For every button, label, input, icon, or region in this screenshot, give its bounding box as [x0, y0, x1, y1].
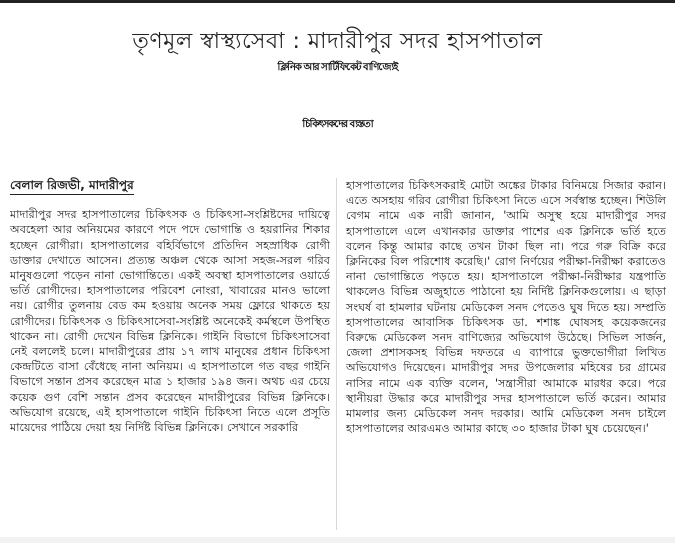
headline-line-2: চিকিৎসকদের ব্যস্ততা	[302, 119, 373, 130]
byline: বেলাল রিজভী, মাদারীপুর	[10, 178, 134, 195]
headline-line-1: ক্লিনিক আর সার্টিফিকেট বাণিজ্যেই	[277, 62, 398, 73]
article-column-right	[346, 178, 666, 436]
page-bottom-edge	[0, 537, 675, 543]
article-column-left	[10, 178, 330, 435]
body-text-right: হাসপাতালের চিকিৎসকরাই মোটা অঙ্কের টাকার বিনিময়ে সিজার করান। এতে অসহায় গরিব রোগীরা চিকিৎসা নিতে এসে সর্বস্বান্ত হচ্ছেন। শিউলি বেগম নামে এক নারী জানান, 'আমি অসুস্থ হয়ে মাদারীপুর সদর হাসপাতালে এলে এখানকার ডাক্তার পাশের এক ক্লিনিকে ভর্তি হতে বলেন কিন্তু আমার কাছে তখন টাকা ছিল না। পরে গরু বিক্রি করে ক্লিনিকের বিল পরিশোধ করেছি।' রোগ নির্ণয়ের পরীক্ষা-নিরীক্ষা করাতেও নানা ভোগান্তিতে পড়তে হয়। হাসপাতালে পরীক্ষা-নিরীক্ষার যন্ত্রপাতি থাকলেও বিভিন্ন অজুহাতে পাঠানো হয় নির্দিষ্ট ক্লিনিকগুলোয়। এ ছাড়া সংঘর্ষ বা হামলার ঘটনায় মেডিকেল সনদ পেতেও ঘুষ দিতে হয়। সম্প্রতি হাসপাতালের আবাসিক চিকিৎসক ডা. শশাঙ্ক ঘোষসহ কয়েকজনের বিরুদ্ধে মেডিকেল সনদ বাণিজ্যের অভিযোগ উঠেছে। সিভিল সার্জন, জেলা প্রশাসকসহ বিভিন্ন দফতরে এ ব্যাপারে ভুক্তভোগীরা লিখিত অভিযোগও দিয়েছেন। মাদারীপুর সদর উপজেলার মহিষের চর গ্রামের নাসির নামে এক ব্যক্তি বলেন, 'সন্ত্রাসীরা আমাকে মারধর করে। পরে স্থানীয়রা উদ্ধার করে মাদারীপুর সদর হাসপাতালে ভর্তি করেন। আমার মামলার জন্য মেডিকেল সনদ দরকার। আমি মেডিকেল সনদ চাইলে হাসপাতালের আরএমও আমার কাছে ৩০ হাজার টাকা ঘুষ চেয়েছেন।'	[346, 179, 666, 436]
top-rule	[0, 0, 675, 3]
body-text-left: মাদারীপুর সদর হাসপাতালের চিকিৎসক ও চিকিৎসা-সংশ্লিষ্টদের দায়িত্বে অবহেলা আর অনিয়মের কারণে পদে পদে ভোগান্তি ও হয়রানির শিকার হচ্ছেন রোগীরা। হাসপাতালের বহির্বিভাগে প্রতিদিন সহস্রাধিক রোগী ডাক্তার দেখাতে আসেন। প্রত্যন্ত অঞ্চল থেকে আসা সহজ-সরল গরিব মানুষগুলো পড়েন নানা ভোগান্তিতে। একই অবস্থা হাসপাতালের ওয়ার্ডে ভর্তি রোগীদের। হাসপাতালের পরিবেশ নোংরা, খাবারের মানও ভালো নয়। রোগীর তুলনায় বেড কম হওয়ায় অনেক সময় ফ্লোরে থাকতে হয় রোগীদের। চিকিৎসক ও চিকিৎসাসেবা-সংশ্লিষ্ট অনেকেই কর্মস্থলে উপস্থিত থাকেন না। রোগী দেখেন বিভিন্ন ক্লিনিকে। গাইনি বিভাগে চিকিৎসাসেবা নেই বললেই চলে। মাদারীপুরের প্রায় ১৭ লাখ মানুষের প্রধান চিকিৎসা কেন্দ্রটিতে বাসা বেঁধেছে নানা অনিয়ম। এ হাসপাতালে গত বছর গাইনি বিভাগে সন্তান প্রসব করেছেন মাত্র ১ হাজার ১৯৪ জন। অথচ এর চেয়ে কয়েক গুণ বেশি সন্তান প্রসব করেছেন মাদারীপুরের বিভিন্ন ক্লিনিকে। অভিযোগ রয়েছে, এই হাসপাতালে গাইনি চিকিৎসা নিতে এলে প্রসূতি মায়েদের পাঠিয়ে দেয়া হয় নির্দিষ্ট বিভিন্ন ক্লিনিকে। সেখানে সরকারি	[10, 208, 330, 435]
column-divider	[336, 178, 337, 530]
article-kicker: তৃণমূল স্বাস্থ্যসেবা : মাদারীপুর সদর হাসপাতাল	[132, 29, 543, 54]
